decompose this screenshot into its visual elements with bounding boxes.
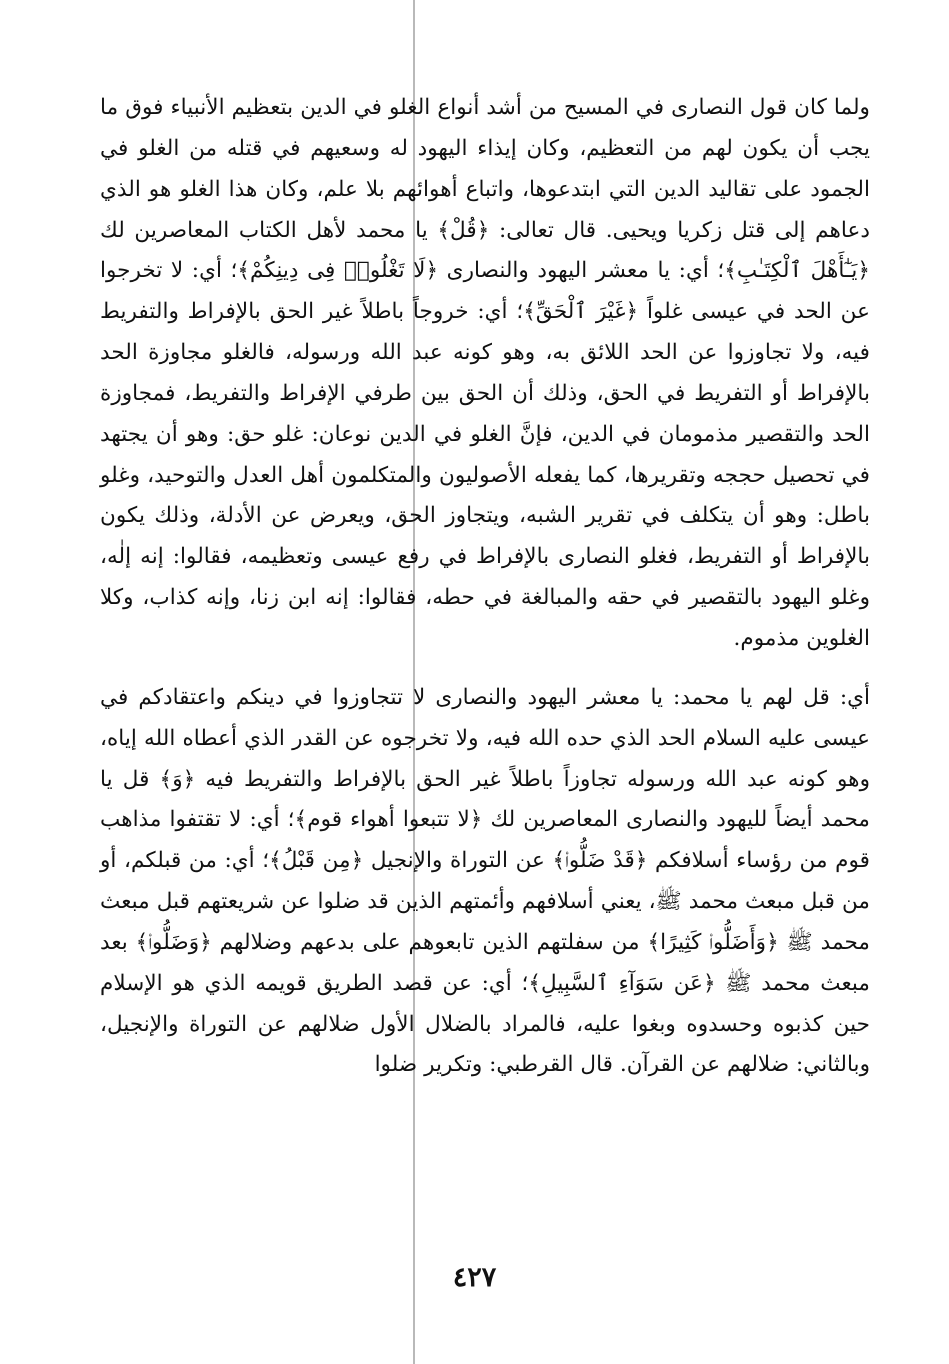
paragraph-1: ولما كان قول النصارى في المسيح من أشد أنواع الغلو في الدين بتعظيم الأنبياء فوق ما يجب أن يكون لهم من التعظيم، وكان إيذاء اليهود له وسعيهم في قتله من الغلو في الجمود على تقاليد الدين التي ابتدعوها، واتباع أهوائهم بلا علم، وكان هذا الغلو هو الذي دعاهم إلى قتل زكريا ويحيى. قال تعالى: ﴿قُلْ﴾ يا محمد لأهل الكتاب المعاصرين لك ﴿يَـٰٓأَهْلَ ٱلْكِتَـٰبِ﴾؛ أي: يا معشر اليهود والنصارى ﴿لَا تَغْلُوا۟ فِى دِينِكُمْ﴾؛ أي: لا تخرجوا عن الحد في عيسى غلواً ﴿غَيْرَ ٱلْحَقِّ﴾؛ أي: خروجاً باطلاً غير الحق بالإفراط والتفريط فيه، ولا تجاوزوا عن الحد اللائق به، وهو كونه عبد الله ورسوله، فالغلو مجاوزة الحد بالإفراط أو التفريط في الحق، وذلك أن الحق بين طرفي الإفراط والتفريط، فمجاوزة الحد والتقصير مذمومان في الدين، فإنَّ الغلو في الدين نوعان: غلو حق: وهو أن يجتهد في تحصيل حججه وتقريرها، كما يفعله الأصوليون والمتكلمون أهل العدل والتوحيد، وغلو باطل: وهو أن يتكلف في تقرير الشبه، ويتجاوز الحق، ويعرض عن الأدلة، وذلك يكون بالإفراط أو التفريط، فغلو النصارى بالإفراط في رفع عيسى وتعظيمه، فقالوا: إنه إلٰه، وغلو اليهود بالتقصير في حقه والمبالغة في حطه، فقالوا: إنه ابن زنا، وإنه كذاب، وكلا الغلوين مذموم. <box>100 95 870 651</box>
page-body <box>100 88 870 1086</box>
paragraph-2: أي: قل لهم يا محمد: يا معشر اليهود والنصارى لا تتجاوزوا في دينكم واعتقادكم في عيسى عليه السلام الحد الذي حده الله فيه، ولا تخرجوه عن القدر الذي أعطاه الله إياه، وهو كونه عبد الله ورسوله تجاوزاً باطلاً غير الحق بالإفراط والتفريط فيه ﴿وَ﴾ قل يا محمد أيضاً لليهود والنصارى المعاصرين لك ﴿لا تتبعوا أهواء قوم﴾؛ أي: لا تقتفوا مذاهب قوم من رؤساء أسلافكم ﴿قَدْ ضَلُّوا۟﴾ عن التوراة والإنجيل ﴿مِن قَبْلُ﴾؛ أي: من قبلكم، أو من قبل مبعث محمد ﷺ، يعني أسلافهم وأئمتهم الذين قد ضلوا عن شريعتهم قبل مبعث محمد ﷺ ﴿وَأَضَلُّوا۟ كَثِيرًا﴾ من سفلتهم الذين تابعوهم على بدعهم وضلالهم ﴿وَضَلُّوا۟﴾ بعد مبعث محمد ﷺ ﴿عَن سَوَآءِ ٱلسَّبِيلِ﴾؛ أي: عن قصد الطريق قويمه الذي هو الإسلام حين كذبوه وحسدوه وبغوا عليه، فالمراد بالضلال الأول ضلالهم عن التوراة والإنجيل، وبالثاني: ضلالهم عن القرآن. قال القرطبي: وتكرير ضلوا <box>100 684 870 1078</box>
page-number: ٤٢٧ <box>452 1262 497 1293</box>
